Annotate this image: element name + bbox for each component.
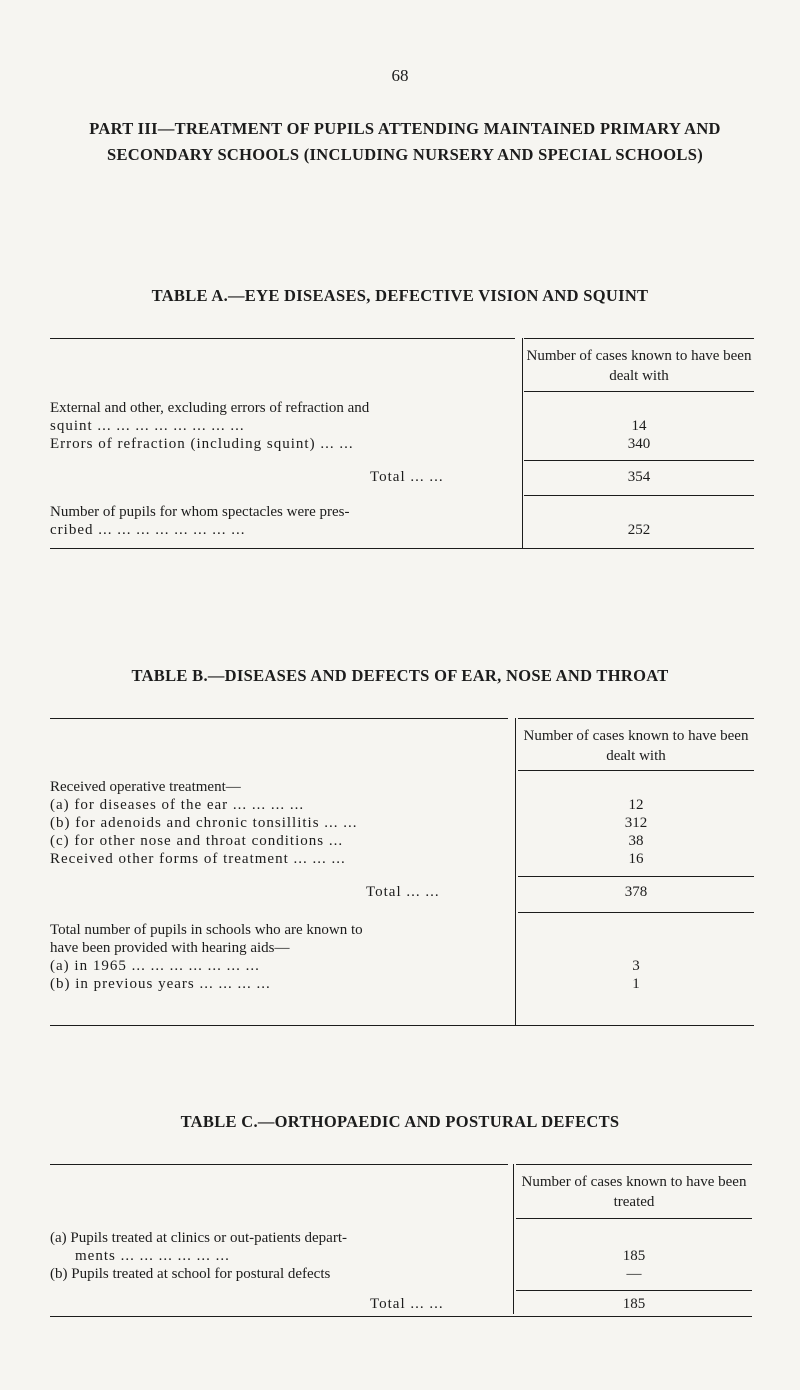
table-c-row-label: (a) Pupils treated at clinics or out-patients depart- [50,1230,347,1246]
table-c-top-rule-left [50,1164,508,1165]
table-c-total-rule [516,1290,752,1291]
table-a-row-label: squint ... ... ... ... ... ... ... ... [50,418,245,434]
table-c-row-label: (b) Pupils treated at school for postural defects [50,1266,331,1282]
table-a-title: TABLE A.—EYE DISEASES, DEFECTIVE VISION AND SQUINT [151,286,649,305]
table-c-row-label: ments ... ... ... ... ... ... [75,1248,230,1264]
table-b-value: 1 [632,976,640,992]
table-b-row-label: (b) for adenoids and chronic tonsillitis ... ... [50,815,358,831]
table-c-header-rule [516,1218,752,1219]
table-a-value: 340 [627,436,651,452]
table-b-row-label: Received other forms of treatment ... ... ... [50,851,346,867]
table-b-title: TABLE B.—DISEASES AND DEFECTS OF EAR, NOSE AND THROAT [131,666,669,685]
table-b-row-label: have been provided with hearing aids— [50,940,290,956]
table-b-total-label: Total ... ... [366,884,440,900]
table-c-title: TABLE C.—ORTHOPAEDIC AND POSTURAL DEFECTS [180,1112,620,1131]
table-c-total-value: 185 [622,1296,646,1312]
table-b-row-label: (a) in 1965 ... ... ... ... ... ... ... [50,958,260,974]
table-c-top-rule-right [516,1164,752,1165]
table-a-total-label: Total ... ... [370,469,444,485]
table-c-bottom-rule [50,1316,752,1317]
table-b-total-value: 378 [624,884,648,900]
table-a-row-label: Number of pupils for whom spectacles were pres- [50,504,350,520]
table-b-row-label: (b) in previous years ... ... ... ... [50,976,271,992]
table-c-value: 185 [622,1248,646,1264]
table-b-value: 12 [628,797,644,813]
table-a-row-label: External and other, excluding errors of refraction and [50,400,370,416]
table-a-column-header: Number of cases known to have been dealt with [526,348,752,384]
table-b-value: 312 [624,815,648,831]
table-a-total-value: 354 [627,469,651,485]
table-b-value: 38 [628,833,644,849]
table-b-row-label: Total number of pupils in schools who are known to [50,922,363,938]
table-c-column-divider [513,1164,514,1314]
table-b-value: 3 [632,958,640,974]
part-title: PART III—TREATMENT OF PUPILS ATTENDING MAINTAINED PRIMARY AND SECONDARY SCHOOLS (INCLUDING NURSERY AND SPECIAL SCHOOLS) [89,119,721,164]
table-a-row-label: cribed ... ... ... ... ... ... ... ... [50,522,246,538]
table-b-row-label: Received operative treatment— [50,779,241,795]
table-a-value: 14 [631,418,647,434]
table-c-column-header: Number of cases known to have been treated [521,1174,747,1210]
table-b-row-label: (c) for other nose and throat conditions ... [50,833,344,849]
table-c-value: — [626,1266,642,1282]
page-number: 68 [391,66,409,85]
table-b-column-header: Number of cases known to have been dealt with [523,728,749,764]
table-a-row-label: Errors of refraction (including squint) ... ... [50,436,354,452]
table-c-total-label: Total ... ... [370,1296,444,1312]
table-b-row-label: (a) for diseases of the ear ... ... ... ... [50,797,305,813]
table-a-value: 252 [627,522,651,538]
table-b-value: 16 [628,851,644,867]
